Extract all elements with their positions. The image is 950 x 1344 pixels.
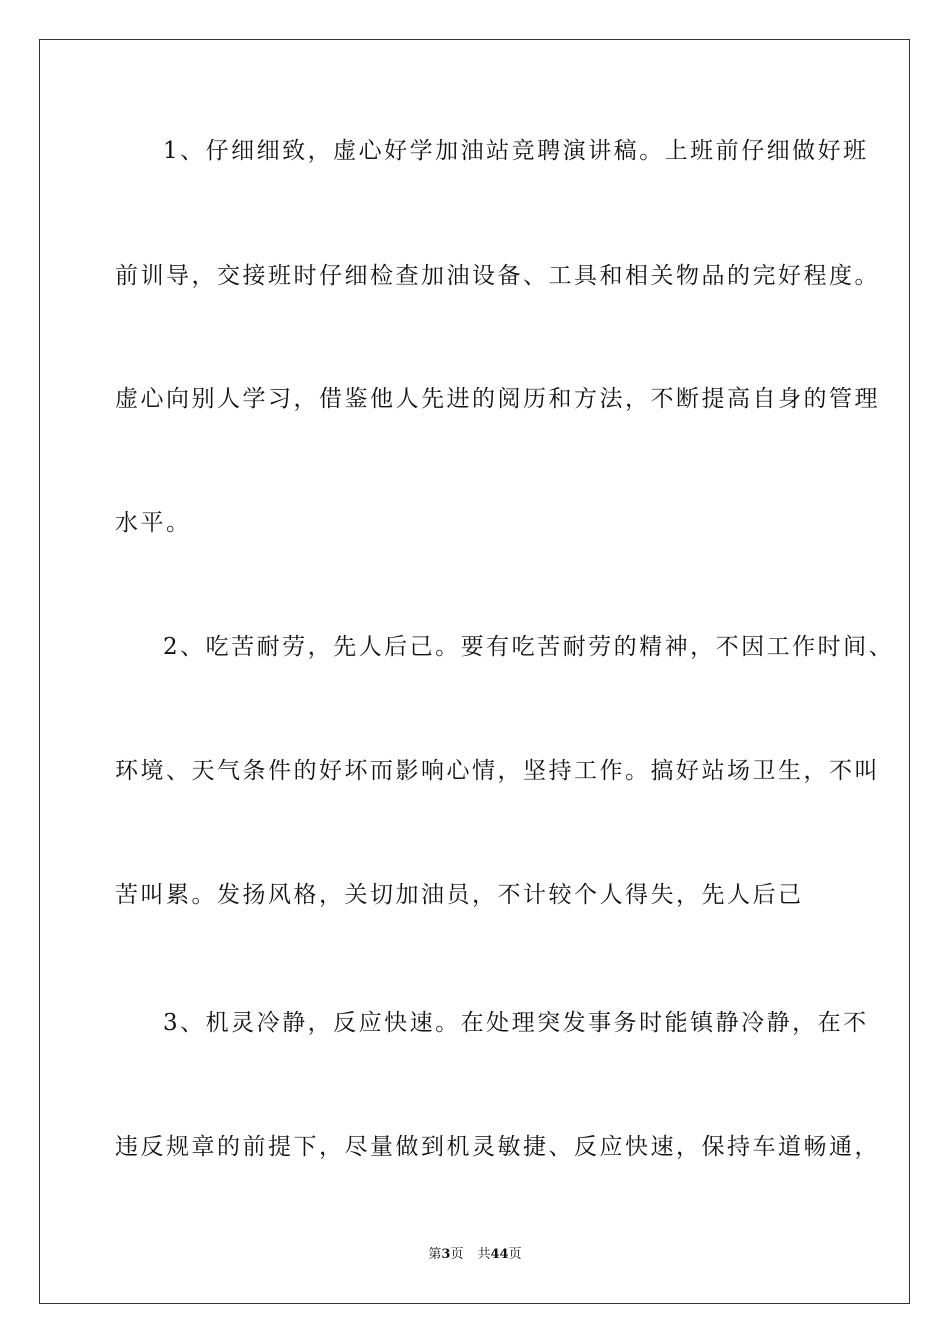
footer-page-prefix: 第 bbox=[428, 1247, 442, 1262]
page-border bbox=[39, 39, 910, 1304]
footer-page-suffix: 页 bbox=[450, 1247, 464, 1262]
paragraph-1-line-2: 前训导，交接班时仔细检查加油设备、工具和相关物品的完好程度。 bbox=[115, 263, 880, 289]
page-footer bbox=[0, 1247, 950, 1263]
paragraph-1-line-4: 水平。 bbox=[115, 510, 192, 536]
paragraph-2-line-2: 环境、天气条件的好坏而影响心情，坚持工作。搞好站场卫生，不叫 bbox=[115, 758, 880, 784]
footer-page-number: 3 bbox=[441, 1247, 451, 1262]
paragraph-3-line-1: 3、机灵冷静，反应快速。在处理突发事务时能镇静冷静，在不 bbox=[163, 1010, 869, 1036]
paragraph-3-line-2: 违反规章的前提下，尽量做到机灵敏捷、反应快速，保持车道畅通， bbox=[115, 1134, 880, 1160]
footer-total-pages: 44 bbox=[490, 1247, 509, 1262]
footer-total-suffix: 页 bbox=[508, 1247, 522, 1262]
paragraph-1-line-3: 虚心向别人学习，借鉴他人先进的阅历和方法，不断提高自身的管理 bbox=[115, 386, 880, 412]
footer-total-prefix: 共 bbox=[477, 1247, 491, 1262]
paragraph-2-line-3: 苦叫累。发扬风格，关切加油员，不计较个人得失，先人后己 bbox=[115, 882, 804, 908]
paragraph-2-line-1: 2、吃苦耐劳，先人后己。要有吃苦耐劳的精神，不因工作时间、 bbox=[163, 634, 895, 660]
paragraph-1-line-1: 1、仔细细致，虚心好学加油站竞聘演讲稿。上班前仔细做好班 bbox=[163, 138, 869, 164]
